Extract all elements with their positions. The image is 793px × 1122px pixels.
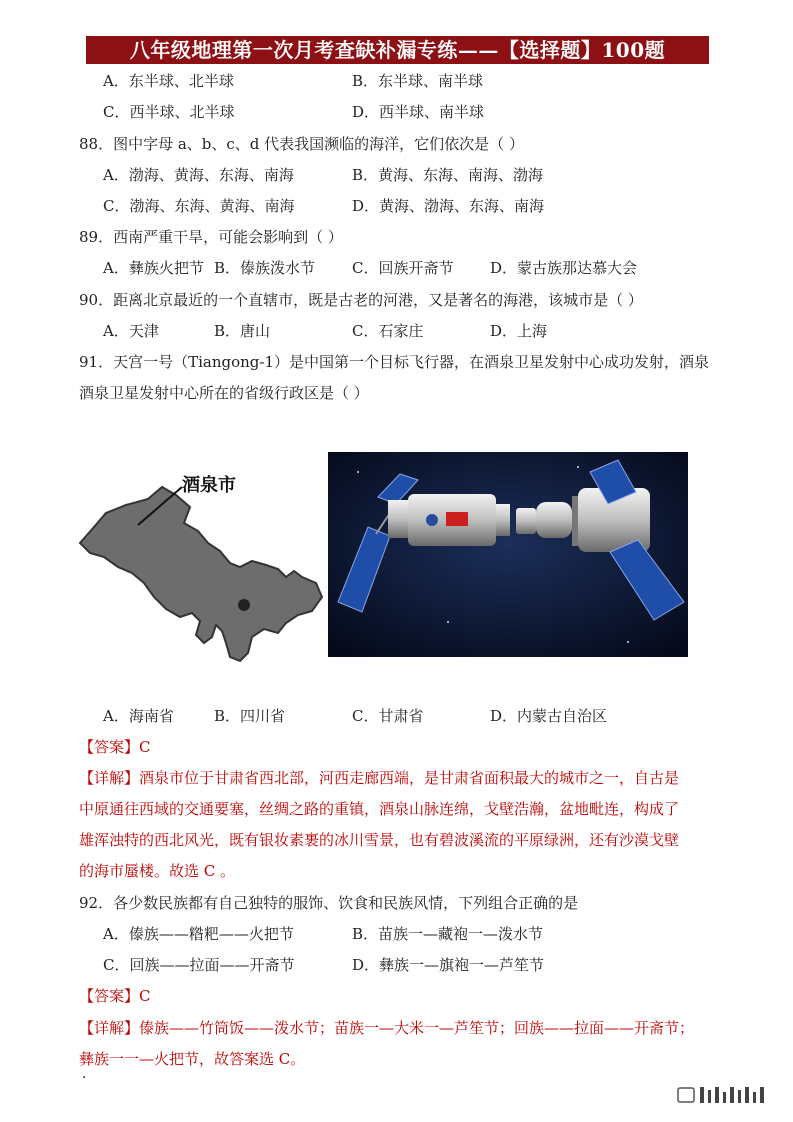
q92-detail-line1: 【详解】傣族——竹筒饭——泼水节；苗族一—大米一—芦笙节；回族——拉面——开斋节；	[79, 1019, 695, 1037]
q91-answer	[79, 737, 151, 757]
q88-stem: 88．图中字母 a、b、c、d 代表我国濒临的海洋，它们依次是（ ）	[79, 135, 524, 153]
q91-option-d: D．内蒙古自治区	[490, 707, 608, 725]
answer-value: C	[139, 987, 151, 1005]
tiangong-photo	[328, 452, 688, 657]
q90-option-b: B．唐山	[214, 322, 271, 340]
q89-option-d: D．蒙古族那达慕大会	[490, 259, 638, 277]
map-label-jiuquan: 酒泉市	[182, 475, 236, 496]
q88-option-b: B．黄海、东海、南海、渤海	[352, 166, 544, 184]
q87-option-b: B．东半球、南半球	[352, 72, 484, 90]
detail-tag: 【详解】	[79, 769, 140, 787]
q92-detail	[79, 1013, 729, 1075]
q91-detail	[79, 763, 729, 887]
q87-option-a: A．东半球、北半球	[103, 72, 234, 90]
q88-option-d: D．黄海、渤海、东海、南海	[352, 197, 545, 215]
page-banner: 八年级地理第一次月考查缺补漏专练——【选择题】100题	[86, 36, 709, 64]
q87-option-c: C．西半球、北半球	[103, 103, 235, 121]
q90-option-a: A．天津	[103, 322, 159, 340]
answer-tag: 【答案】	[79, 987, 140, 1005]
trailing-dot: ·	[82, 1070, 87, 1086]
q88-option-c: C．渤海、东海、黄海、南海	[103, 197, 295, 215]
q92-option-c: C．回族——拉面——开斋节	[103, 956, 295, 974]
q91-stem-line1: 91．天宫一号（Tiangong-1）是中国第一个目标飞行器，在酒泉卫星发射中心成功发射，酒泉	[79, 353, 710, 371]
q92-stem: 92．各少数民族都有自己独特的服饰、饮食和民族风情，下列组合正确的是	[79, 894, 579, 912]
q90-option-c: C．石家庄	[352, 322, 424, 340]
q91-detail-line3: 雄浑浊特的西北风光，既有银妆素裹的冰川雪景，也有碧波溪流的平原绿洲，还有沙漠戈壁	[79, 831, 680, 849]
q91-detail-line2: 中原通往西域的交通要塞，丝绸之路的重镇，酒泉山脉连绵，戈壁浩瀚，盆地毗连，构成了	[79, 800, 680, 818]
watermark-icon	[676, 1084, 776, 1106]
answer-value: C	[139, 738, 151, 756]
q89-option-a: A．彝族火把节	[103, 259, 204, 277]
q90-stem: 90．距离北京最近的一个直辖市，既是古老的河港，又是著名的海港，该城市是（ ）	[79, 291, 643, 309]
q89-option-b: B．傣族泼水节	[214, 259, 316, 277]
q91-option-b: B．四川省	[214, 707, 286, 725]
q92-option-a: A．傣族——糌粑——火把节	[103, 925, 294, 943]
q89-option-c: C．回族开斋节	[352, 259, 454, 277]
q91-detail-line1: 【详解】酒泉市位于甘肃省西北部，河西走廊西端，是甘肃省面积最大的城市之一，自古是	[79, 769, 680, 787]
answer-tag: 【答案】	[79, 738, 140, 756]
q87-option-d: D．西半球、南半球	[352, 103, 485, 121]
q92-answer	[79, 986, 151, 1006]
detail-tag: 【详解】	[79, 1019, 140, 1037]
q90-option-d: D．上海	[490, 322, 548, 340]
q89-stem: 89．西南严重干旱，可能会影响到（ ）	[79, 228, 343, 246]
q88-option-a: A．渤海、黄海、东海、南海	[103, 166, 294, 184]
q91-stem-line2: 酒泉卫星发射中心所在的省级行政区是（ ）	[79, 384, 369, 402]
q91-option-a: A．海南省	[103, 707, 174, 725]
q92-detail-line2: 彝族一一—火把节，故答案选 C。	[79, 1050, 306, 1068]
q91-option-c: C．甘肃省	[352, 707, 424, 725]
q92-option-d: D．彝族一—旗袍一—芦笙节	[352, 956, 545, 974]
gansu-map-figure	[76, 465, 326, 665]
q92-option-b: B．苗族一—藏袍一—泼水节	[352, 925, 544, 943]
q91-detail-line4: 的海市蜃楼。故选 C 。	[79, 862, 236, 880]
